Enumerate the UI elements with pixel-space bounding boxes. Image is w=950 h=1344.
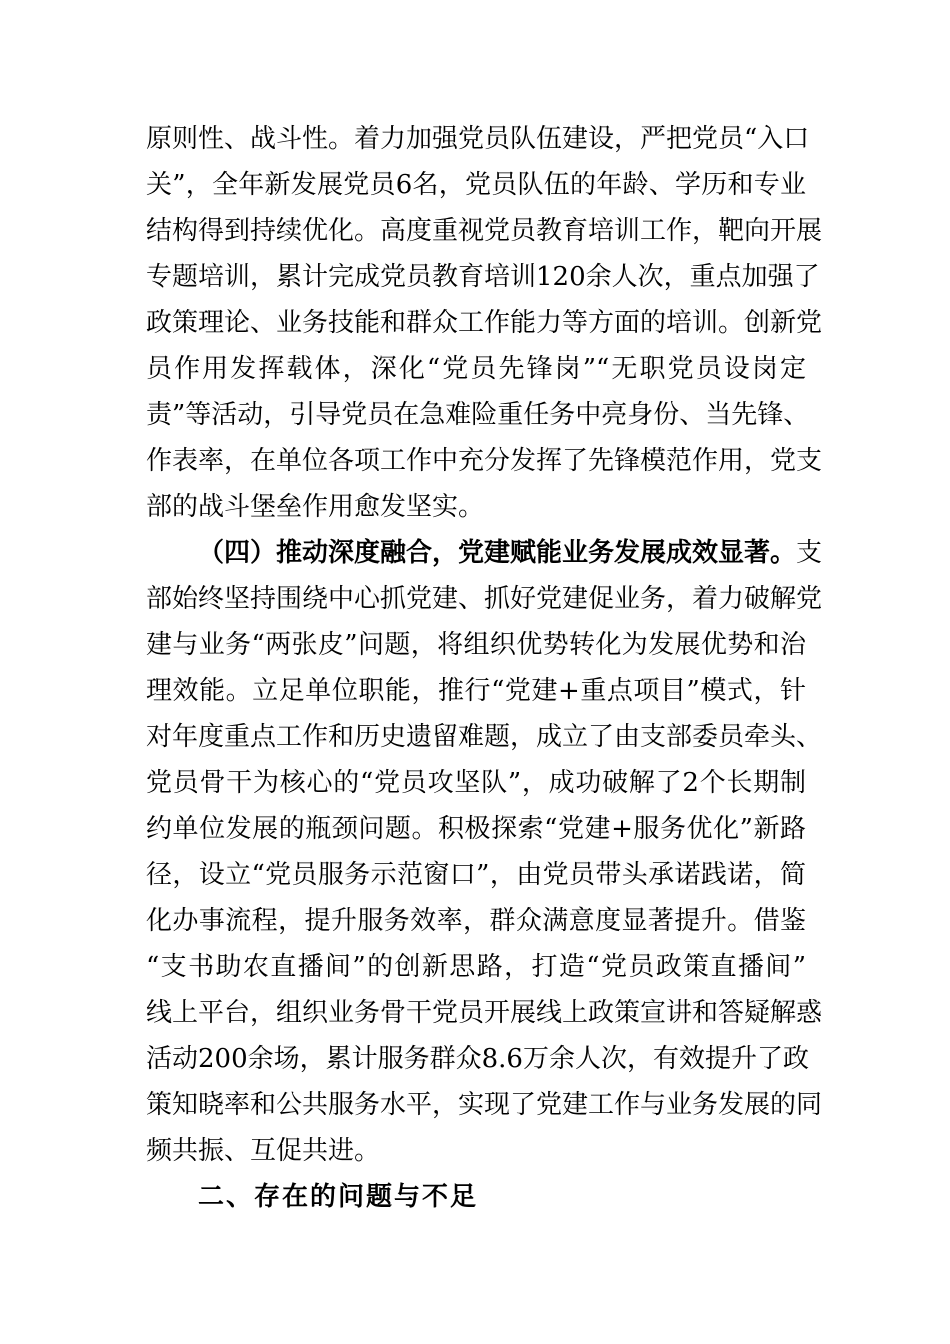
text-line: 专题培训，累计完成党员教育培训120余人次，重点加强了 — [146, 262, 820, 292]
section-4-text: 支 — [796, 538, 823, 568]
text-line: 径，设立“党员服务示范窗口”，由党员带头承诺践诺，简 — [146, 860, 806, 890]
text-line: 部的战斗堡垒作用愈发坚实。 — [146, 492, 485, 522]
section-4-heading: （四）推动深度融合，党建赋能业务发展成效显著。 — [198, 538, 797, 568]
text-line: 部始终坚持围绕中心抓党建、抓好党建促业务，着力破解党 — [146, 584, 823, 614]
text-line: 约单位发展的瓶颈问题。积极探索“党建+服务优化”新路 — [146, 814, 806, 844]
text-line: 责”等活动，引导党员在急难险重任务中亮身份、当先锋、 — [146, 400, 810, 430]
text-line: 结构得到持续优化。高度重视党员教育培训工作，靶向开展 — [146, 216, 823, 246]
text-line: “支书助农直播间”的创新思路，打造“党员政策直播间” — [146, 952, 806, 982]
text-line: 党员骨干为核心的“党员攻坚队”，成功破解了2个长期制 — [146, 768, 806, 798]
text-line: 频共振、互促共进。 — [146, 1136, 381, 1166]
text-line: 员作用发挥载体，深化“党员先锋岗”“无职党员设岗定 — [146, 354, 806, 384]
text-line: 对年度重点工作和历史遗留难题，成立了由支部委员牵头、 — [146, 722, 823, 752]
text-line: 关”，全年新发展党员6名，党员队伍的年龄、学历和专业 — [146, 170, 806, 200]
text-line: 政策理论、业务技能和群众工作能力等方面的培训。创新党 — [146, 308, 823, 338]
text-line: 活动200余场，累计服务群众8.6万余人次，有效提升了政 — [146, 1044, 809, 1074]
text-line: 理效能。立足单位职能，推行“党建+重点项目”模式，针 — [146, 676, 806, 706]
section-heading: 二、存在的问题与不足 — [198, 1182, 479, 1212]
text-line: 策知晓率和公共服务水平，实现了党建工作与业务发展的同 — [146, 1090, 823, 1120]
text-line: 线上平台，组织业务骨干党员开展线上政策宣讲和答疑解惑 — [146, 998, 823, 1028]
section-4-first-line — [198, 531, 823, 575]
text-line: 作表率，在单位各项工作中充分发挥了先锋模范作用，党支 — [146, 446, 823, 476]
text-line: 原则性、战斗性。着力加强党员队伍建设，严把党员“入口 — [146, 124, 810, 154]
text-line: 建与业务“两张皮”问题，将组织优势转化为发展优势和治 — [146, 630, 806, 660]
text-line: 化办事流程，提升服务效率，群众满意度显著提升。借鉴 — [146, 906, 806, 936]
